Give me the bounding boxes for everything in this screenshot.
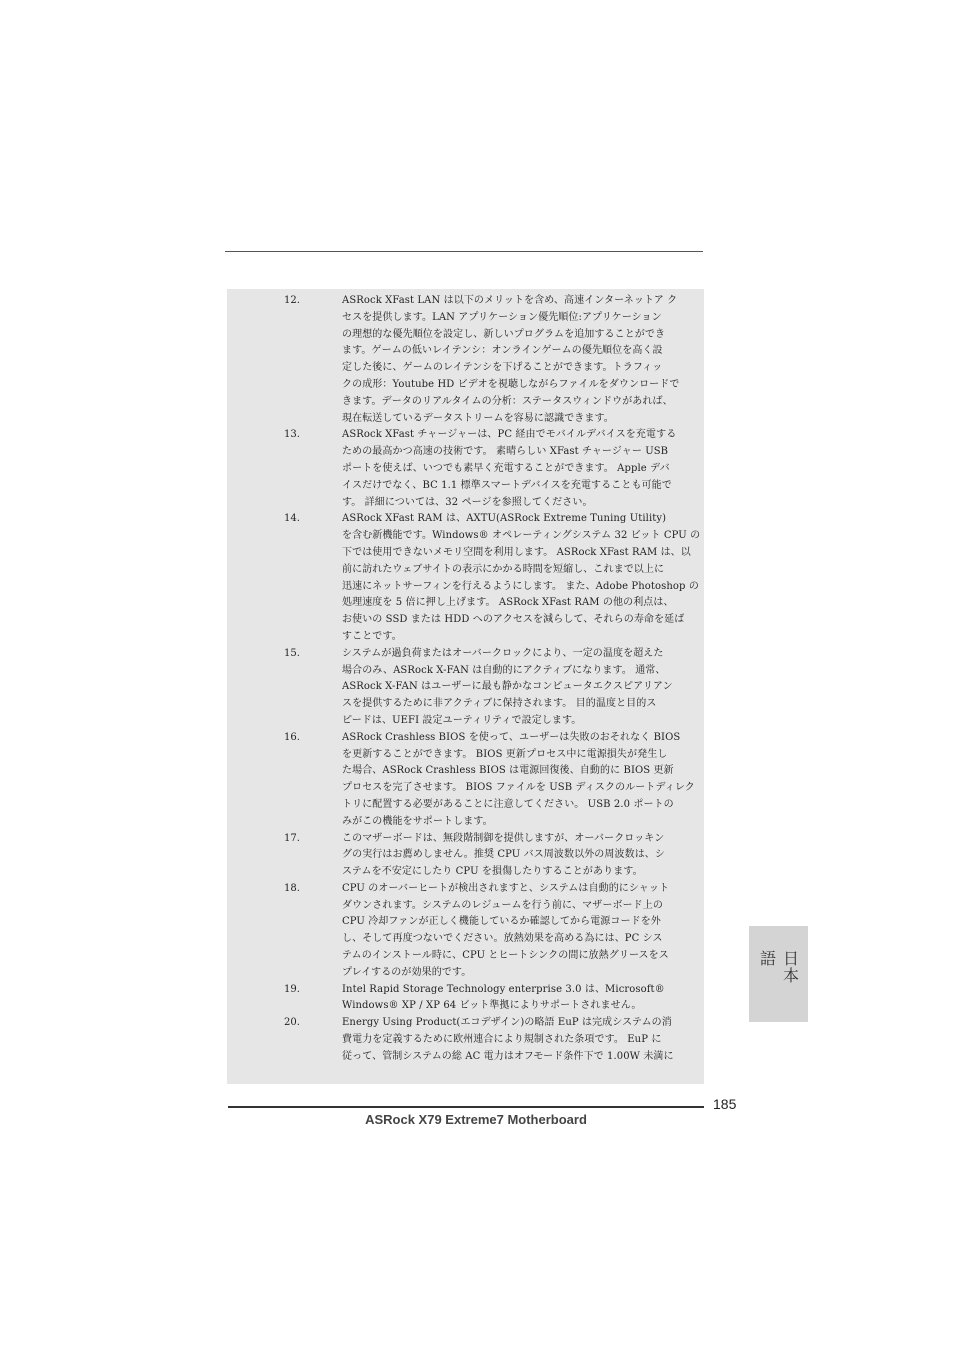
list-item [284, 730, 704, 831]
item-number: 18. [284, 882, 300, 894]
page-number: 185 [713, 1096, 737, 1112]
item-text: ASRock XFast LAN は以下のメリットを含め、高速インターネットア ク セスを提供します。LAN アプリケーション優先順位:アプリケーション の理想的な優先順位を設定し、新しいプログラムを追加することができ ます。ゲームの低いレイテンシ：オンラインゲームの優先順位を高く設 定した後に、ゲームのレイテンシを下げることができます。トラフィッ クの成形：Youtube HD ビデオを視聴しながらファイルをダウンロードで きます。データのリアルタイムの分析：ステータスウィンドウがあれば、 現在転送しているデータストリームを容易に認識できます。 [342, 295, 680, 424]
notes-list [284, 293, 704, 1066]
item-number: 12. [284, 295, 300, 306]
item-number: 16. [284, 731, 300, 743]
list-item [284, 982, 704, 1016]
item-number: 14. [284, 513, 300, 525]
item-text: ASRock XFast チャージャーは、PC 経由でモバイルデバイスを充電する ための最高かつ高速の技術です。 素晴らしい XFast チャージャー USB ポートを使えば、いつでも素早く充電することができます。 Apple デバ イスだけでなく、BC 1.1 標準スマートデバイスを充電することも可能で す。 詳細については、32 ページを参照してください。 [342, 429, 677, 508]
list-item [284, 511, 704, 645]
language-tab [749, 926, 808, 1022]
item-text: Intel Rapid Storage Technology enterprise 3.0 は、Microsoft® Windows® XP / XP 64 ビット準拠によりサポートされません。 [342, 983, 665, 1012]
footer-title: ASRock X79 Extreme7 Motherboard [365, 1112, 587, 1127]
list-item [284, 831, 704, 881]
item-text: ASRock Crashless BIOS を使って、ユーザーは失敗のおそれなく BIOS を更新することができます。 BIOS 更新プロセス中に電源損失が発生し た場合、ASRock Crashless BIOS は電源回復後、自動的に BIOS 更新 プロセスを完了させます。 BIOS ファイルを USB ディスクのルートディレク トリに配置する必要があることに注意してください。 USB 2.0 ポートの みがこの機能をサポートします。 [342, 731, 695, 827]
item-text: システムが過負荷またはオーバークロックにより、一定の温度を超えた 場合のみ、ASRock X-FAN は自動的にアクティブになります。 通常、 ASRock X-FAN はユーザーに最も静かなコンピュータエクスピアリアン スを提供するために非アクティブに保持されます。 目的温度と目的ス ピードは、UEFI 設定ユーティリティで設定します。 [342, 647, 673, 726]
list-item [284, 1015, 704, 1065]
item-text: ASRock XFast RAM は、AXTU(ASRock Extreme Tuning Utility) を含む新機能です。Windows® オペレーティングシステム 32 ビット CPU の 下では使用できないメモリ空間を利用します。 ASRock XFast RAM は、以 前に訪れたウェブサイトの表示にかかる時間を短縮し、これまで以上に 迅速にネットサーフィンを行えるようにします。 また、Adobe Photoshop の 処理速度を 5 倍に押し上げます。 ASRock XFast RAM の他の利点は、 お使いの SSD または HDD へのアクセスを減らして、それらの寿命を延ば すことです。 [342, 513, 701, 642]
item-text: CPU のオーバーヒートが検出されますと、システムは自動的にシャット ダウンされます。システムのレジュームを行う前に、マザーボード上の CPU 冷却ファンが正しく機能しているか確認してから電源コードを外 し、そして再度つないでください。放熱効果を高める為には、PC シス テムのインストール時に、CPU とヒートシンクの間に放熱グリースをス プレイするのが効果的です。 [342, 882, 670, 978]
item-text: このマザーボードは、無段階制御を提供しますが、オーバークロッキン グの実行はお薦めしません。推奨 CPU バス周波数以外の周波数は、シ ステムを不安定にしたり CPU を損傷したりすることがあります。 [342, 832, 665, 878]
item-number: 13. [284, 429, 300, 441]
item-number: 17. [284, 832, 300, 844]
list-item [284, 881, 704, 982]
top-rule [225, 251, 703, 252]
language-tab-label: 日本語 [757, 950, 800, 984]
item-number: 20. [284, 1017, 300, 1029]
item-number: 19. [284, 983, 300, 995]
list-item [284, 427, 704, 511]
item-text: Energy Using Product(エコデザイン)の略語 EuP は完成システムの消 費電力を定義するために欧州連合により規制された条項です。 EuP に 従って、管制システムの総 AC 電力はオフモード条件下で 1.00W 未満に [342, 1017, 674, 1062]
item-number: 15. [284, 647, 300, 659]
list-item [284, 293, 704, 427]
footer-rule [228, 1106, 704, 1108]
list-item [284, 646, 704, 730]
